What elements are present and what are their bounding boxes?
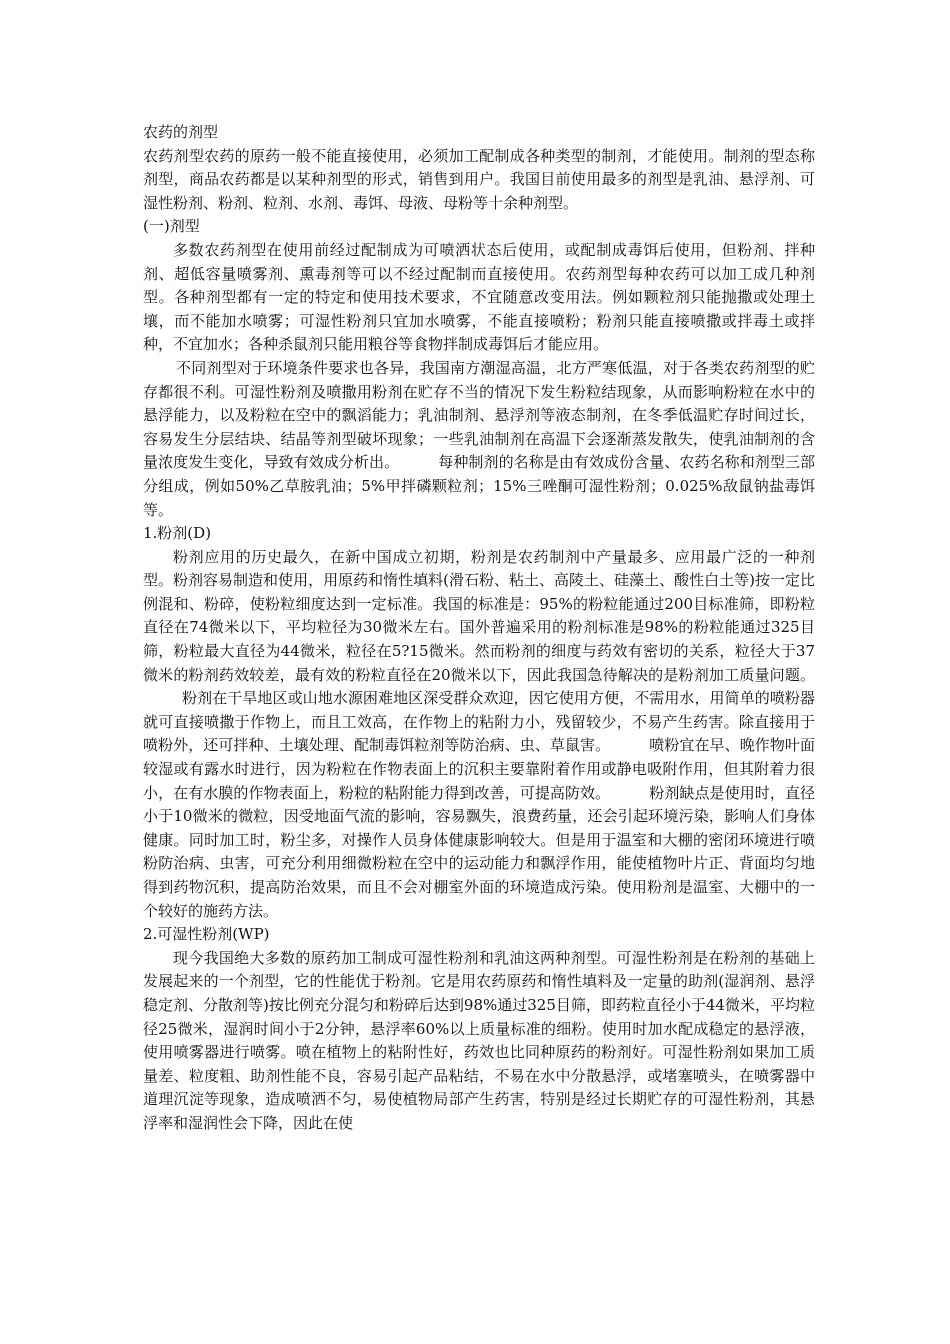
document-title: 农药的剂型 xyxy=(143,123,219,141)
section-heading-dust: 1.粉剂(D) xyxy=(143,524,212,543)
section-heading-wettable-powder: 2.可湿性粉剂(WP) xyxy=(143,925,270,944)
dust-history-text: 粉剂应用的历史最久，在新中国成立初期，粉剂是农药制剂中产量最多、应用最广泛的一种剂型。粉剂容易制造和使用，用原药和惰性填料(滑石粉、粘土、高陵土、硅藻土、酸性白土等)按一定比例混和、粉碎，使粉粒细度达到一定标准。我国的标准是：95%的粉粒能通过200目标准筛，即粉粒直径在74微米以下，平均粒径为30微米左右。国外普遍采用的粉剂标准是98%的粉粒能通过325目筛，粉粒最大直径为44微米，粒径在5?15微米。然而粉剂的细度与药效有密切的关系，粒径大于37微米的粉剂药效较差，最有效的粉粒直径在20微米以下，因此我国急待解决的是粉剂加工质量问题。 xyxy=(143,547,815,684)
dosage-forms-naming-text: 每种制剂的名称是由有效成份含量、农药名称和剂型三部分组成，例如50%乙草胺乳油；5%甲拌磷颗粒剂；15%三唑酮可湿性粉剂；0.025%敌鼠钠盐毒饵等。 xyxy=(143,453,815,519)
section-heading-dosage-forms: (一)剂型 xyxy=(143,217,200,236)
dust-paragraph xyxy=(143,546,815,924)
dust-usage-text: 粉剂在干旱地区或山地水源困难地区深受群众欢迎，因它使用方便，不需用水，用简单的喷粉器就可直接喷撒于作物上，而且工效高，在作物上的粘附力小，残留较少，不易产生药害。除直接用于喷粉外，还可拌种、土壤处理、配制毒饵粒剂等防治病、虫、草鼠害。 xyxy=(143,689,815,755)
dust-timing-text: 喷粉宜在早、晚作物叶面较湿或有露水时进行，因为粉粒在作物表面上的沉积主要靠附着作用或静电吸附作用，但其附着力很小，在有水膜的作物表面上，粉粒的粘附能力得到改善，可提高防效。 xyxy=(143,736,815,802)
wettable-powder-paragraph: 现今我国绝大多数的原药加工制成可湿性粉剂和乳油这两种剂型。可湿性粉剂是在粉剂的基础上发展起来的一个剂型，它的性能优于粉剂。它是用农药原药和惰性填料及一定量的助剂(湿润剂、悬浮稳定剂、分散剂等)按比例充分混匀和粉碎后达到98%通过325目筛，即药粒直径小于44微米，平均粒径25微米，湿润时间小于2分钟，悬浮率60%以上质量标准的细粉。使用时加水配成稳定的悬浮液，使用喷雾器进行喷雾。喷在植物上的粘附性好，药效也比同种原药的粉剂好。可湿性粉剂如果加工质量差、粒度粗、助剂性能不良，容易引起产品粘结，不易在水中分散悬浮，或堵塞喷头，在喷雾器中道理沉淀等现象，造成喷洒不匀，易使植物局部产生药害，特别是经过长期贮存的可湿性粉剂，其悬浮率和湿润性会下降，因此在使 xyxy=(143,948,815,1132)
dosage-forms-paragraph-2-text: 不同剂型对于环境条件要求也各异，我国南方潮湿高温，北方严寒低温，对于各类农药剂型的贮存都很不利。可湿性粉剂及喷撒用粉剂在贮存不当的情况下发生粉粒结现象，从而影响粉粒在水中的悬浮能力，以及粉粒在空中的飘滔能力；乳油制剂、悬浮剂等液态制剂，在冬季低温贮存时间过长，容易发生分层结块、结晶等剂型破坏现象；一些乳油制剂在高温下会逐渐蒸发散失，使乳油制剂的含量浓度发生变化，导致有效成分析出。 xyxy=(143,358,815,472)
intro-paragraph: 农药剂型农药的原药一般不能直接使用，必须加工配制成各种类型的制剂，才能使用。制剂的型态称剂型，商品农药都是以某种剂型的形式，销售到用户。我国目前使用最多的剂型是乳油、悬浮剂、可湿性粉剂、粉剂、粒剂、水剂、毒饵、母液、母粉等十余种剂型。 xyxy=(143,146,815,212)
document-page xyxy=(143,121,815,1136)
dosage-forms-paragraph-2 xyxy=(143,357,815,522)
dosage-forms-paragraph-1: 多数农药剂型在使用前经过配制成为可喷洒状态后使用，或配制成毒饵后使用，但粉剂、拌种剂、超低容量喷雾剂、熏毒剂等可以不经过配制而直接使用。农药剂型每种农药可以加工成几种剂型。各种剂型都有一定的特定和使用技术要求，不宜随意改变用法。例如颗粒剂只能抛撒或处理土壤，而不能加水喷雾；可湿性粉剂只宜加水喷雾，不能直接喷粉；粉剂只能直接喷撒或拌毒土或拌种，不宜加水；各种杀鼠剂只能用粮谷等食物拌制成毒饵后才能应用。 xyxy=(143,240,815,354)
dust-drawbacks-text: 粉剂缺点是使用时，直径小于10微米的微粒，因受地面气流的影响，容易飘失，浪费药量，还会引起环境污染，影响人们身体健康。同时加工时，粉尘多，对操作人员身体健康影响较大。但是用于温室和大棚的密闭环境进行喷粉防治病、虫害，可充分利用细微粉粒在空中的运动能力和飘浮作用，能使植物叶片正、背面均匀地得到药物沉积，提高防治效果，而且不会对棚室外面的环境造成污染。使用粉剂是温室、大棚中的一个较好的施药方法。 xyxy=(143,783,815,920)
